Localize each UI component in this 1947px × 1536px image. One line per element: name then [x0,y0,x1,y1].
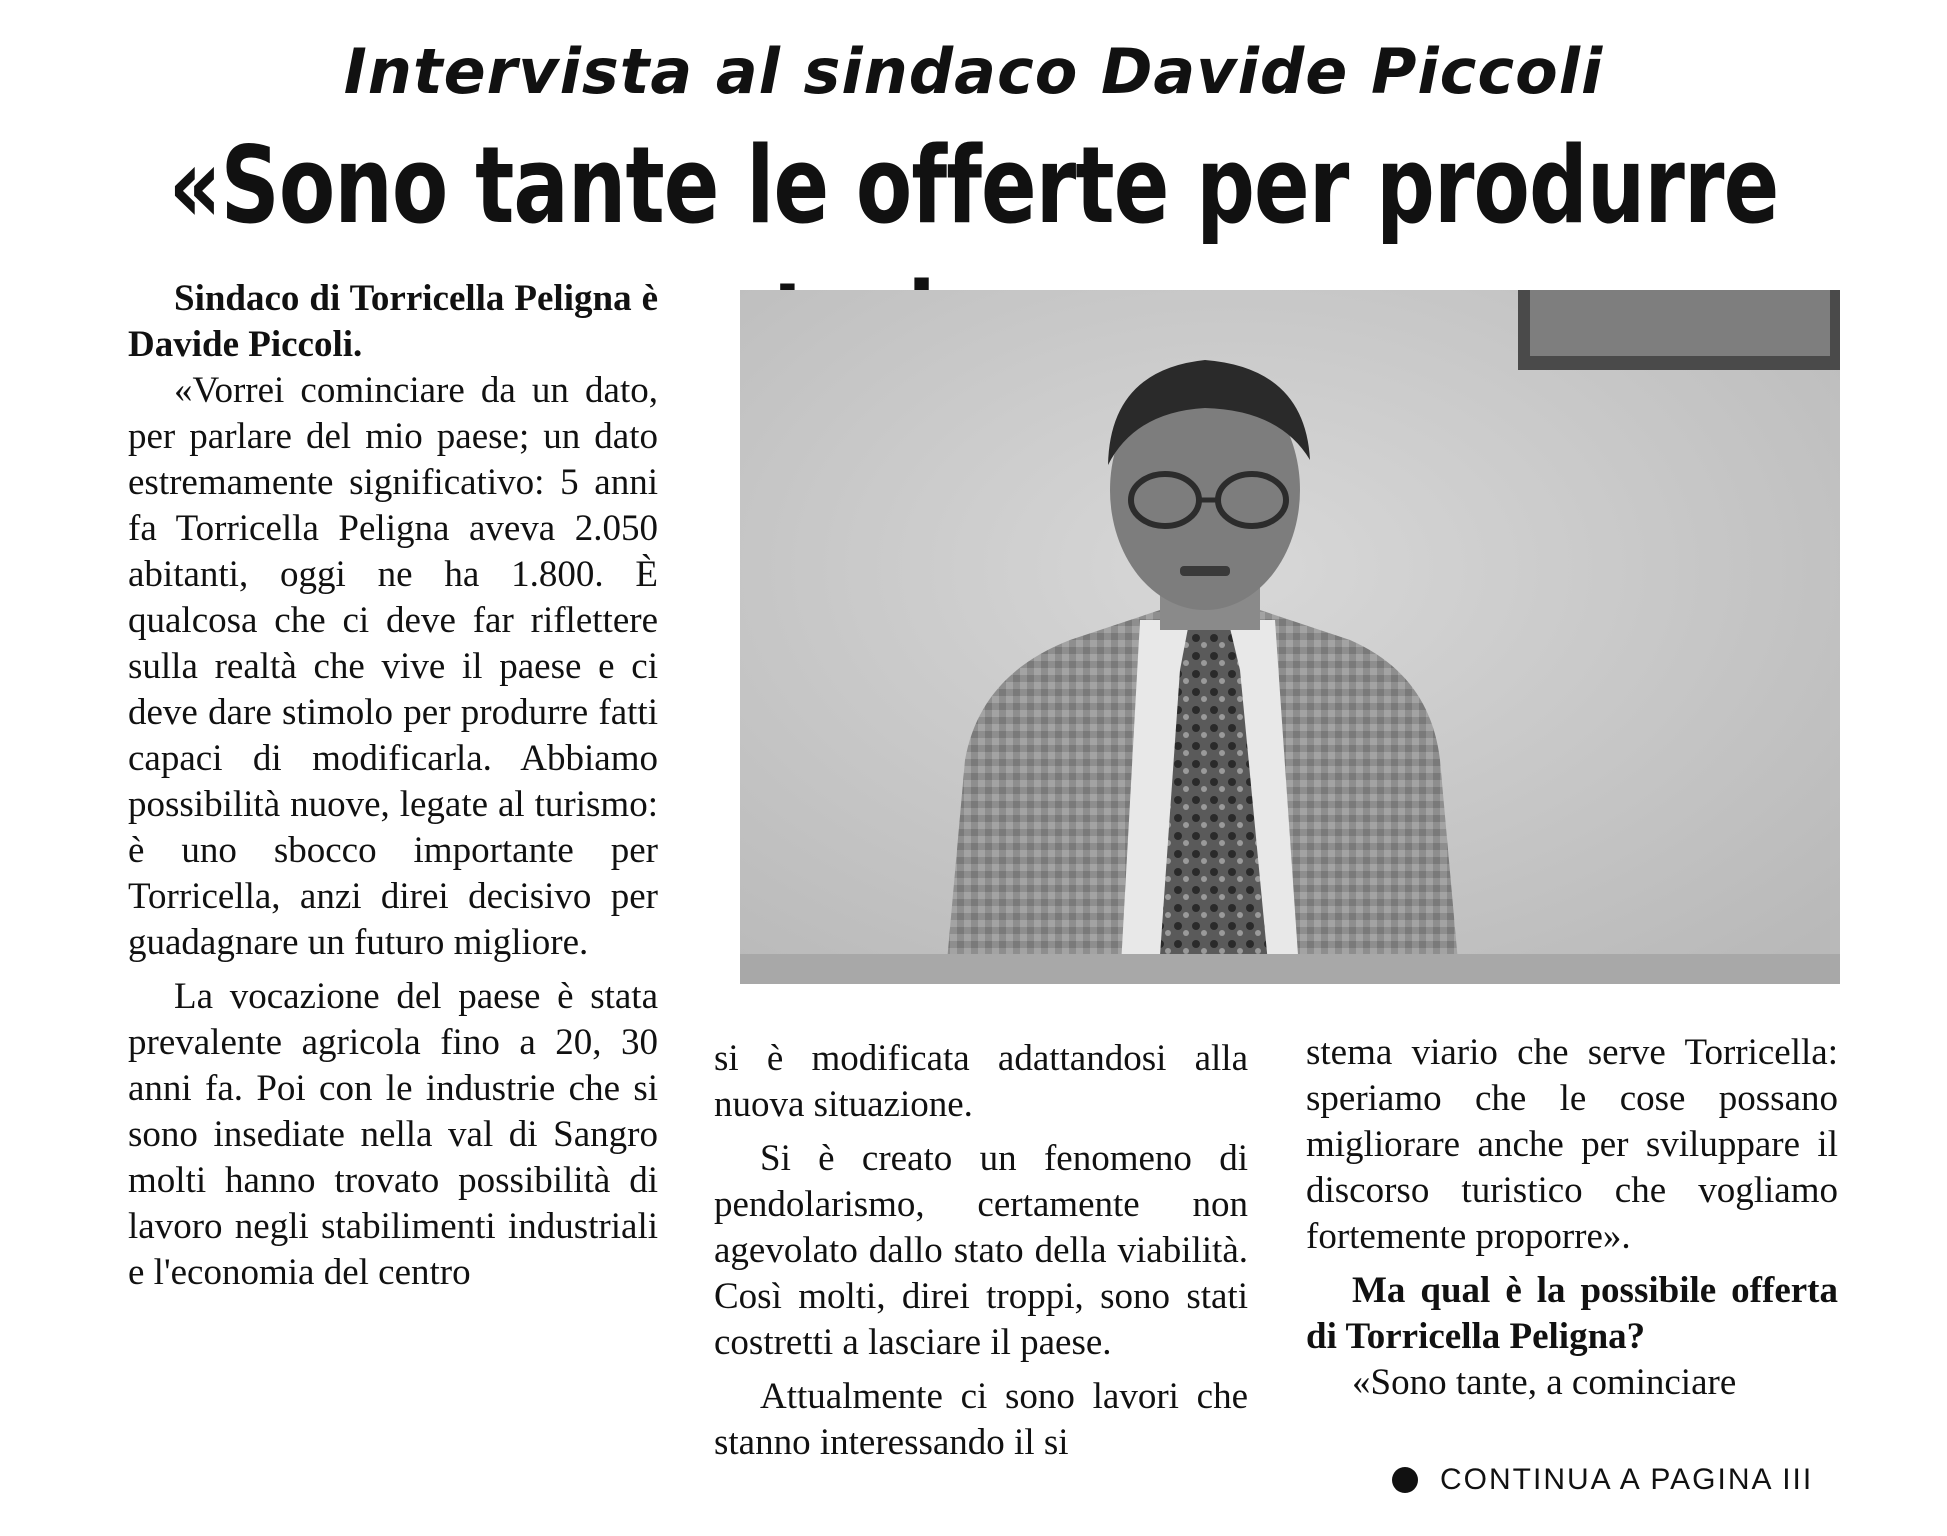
headline: «Sono tante le offerte per produrre [168,124,1779,247]
interview-question: Ma qual è la possibile offerta di Torricella Peligna? [1306,1270,1838,1357]
body-paragraph: Attualmente ci sono lavori che stanno interessando il si [714,1376,1248,1463]
column-3 [1306,1030,1838,1406]
body-paragraph: Si è creato un fenomeno di pendolarismo, certamente non agevolato dallo stato della viabilità. Così molti, direi troppi, sono stati costretti a lasciare il paese. [714,1138,1248,1363]
mayor-portrait-image [740,290,1840,984]
body-paragraph: «Vorrei cominciare da un dato, per parlare del mio paese; un dato estremamente significativo: 5 anni fa Torricella Peligna aveva 2.050 abitanti, oggi ne ha 1.800. È qualcosa che ci deve far riflettere sulla realtà che vive il paese e ci deve dare stimolo per produrre fatti capaci di modificarla. Abbiamo possibilità nuove, legate al turismo: è uno sbocco importante per Torricella, anzi direi decisivo per guadagnare un futuro migliore. [128,370,658,963]
photo-mayor [740,290,1840,984]
body-paragraph: La vocazione del paese è stata prevalente agricola fino a 20, 30 anni fa. Poi con le industrie che si sono insediate nella val di Sangro molti hanno trovato possibilità di lavoro negli stabilimenti industriali e l'economia del centro [128,976,658,1293]
body-paragraph: «Sono tante, a cominciare [1352,1362,1737,1403]
lead-paragraph: Sindaco di Torricella Peligna è Davide Piccoli. [128,278,658,365]
column-1 [128,276,658,1296]
bullet-icon [1392,1467,1418,1493]
body-paragraph: si è modificata adattandosi alla nuova situazione. [714,1038,1248,1125]
kicker: Intervista al sindaco Davide Piccoli [343,35,1604,108]
column-2 [714,1036,1248,1466]
continued-on-page [1392,1460,1852,1500]
body-paragraph: stema viario che serve Torricella: speriamo che le cose possano migliorare anche per sviluppare il discorso turistico che vogliamo fortemente proporre». [1306,1032,1838,1257]
continued-label: CONTINUA A PAGINA III [1440,1463,1814,1496]
